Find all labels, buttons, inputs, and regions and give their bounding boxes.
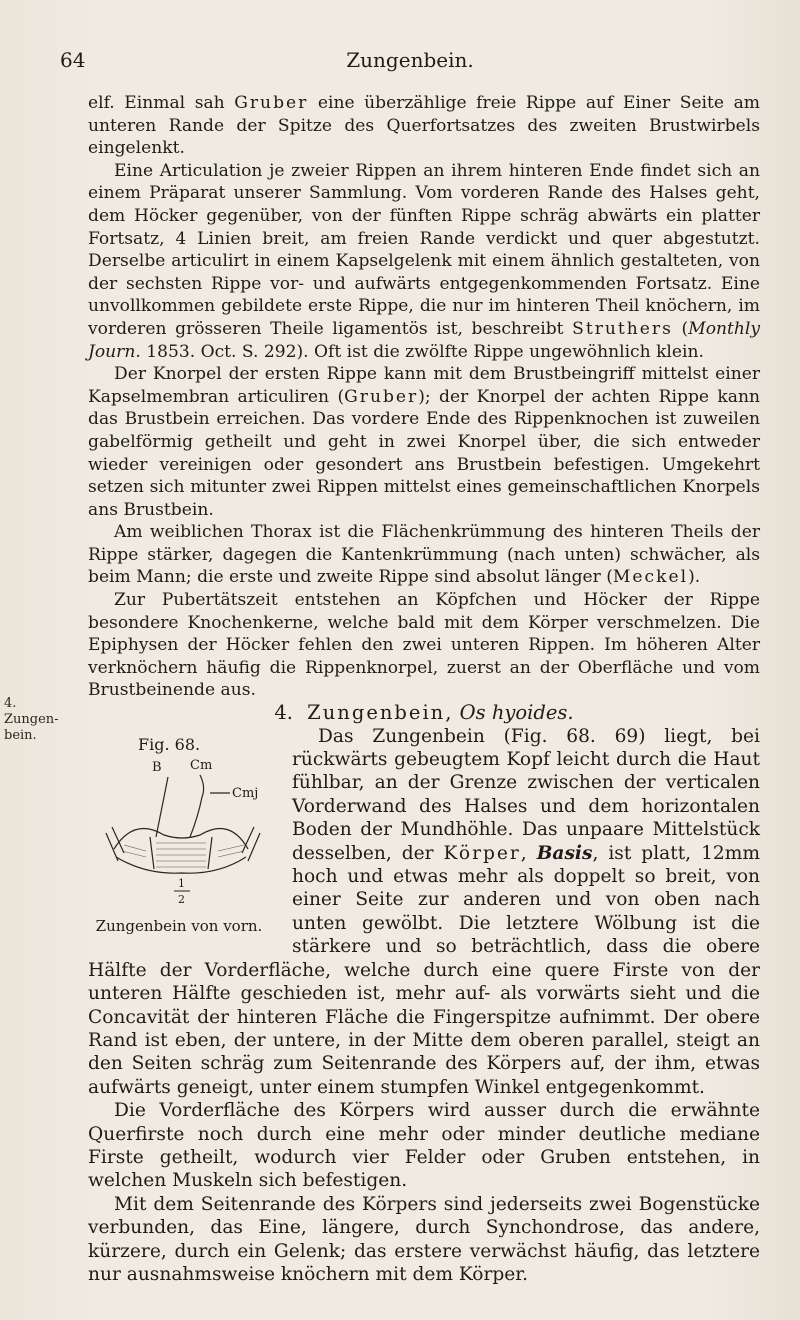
body-paragraph: elf. Einmal sah Gruber eine überzählige freie Rippe auf Einer Seite am unteren Rande der Spitze des Querfortsatzes des zweiten Brustwirbels eingelenkt. [88, 93, 760, 159]
section-paragraph: Die Vorderfläche des Körpers wird ausser durch die erwähnte Querfirste noch durch eine mehr oder minder deutliche mediane Firste getheilt, wodurch vier Felder oder Gruben entstehen, in welchen Muskeln sich befestigen. [88, 1100, 760, 1192]
figure-caption: Zungenbein von vorn. [95, 917, 263, 936]
section-body [88, 725, 760, 1287]
figure-letter-cmj: Cmj [232, 785, 259, 801]
body-paragraph: Eine Articulation je zweier Rippen an ihrem hinteren Ende findet sich an einem Präparat unserer Sammlung. Vom vorderen Rande des Halses geht, dem Höcker gegenüber, von der fünften Rippe schräg abwärts ein platter Fortsatz, 4 Linien breit, am freien Rande verdickt und quer abgestutzt. Derselbe articulirt in einem Kapselgelenk mit einem ähnlich gestalteten, von der sechsten Rippe vor- und aufwärts entgegenkommenden Fortsatz. Eine unvollkommen gebildete erste Rippe, die nur im hinteren Theil knöchern, im vorderen grösseren Theile ligamentös ist, beschreibt Struthers (Monthly Journ. 1853. Oct. S. 292). Oft ist die zwölfte Rippe ungewöhnlich klein. [88, 160, 760, 362]
italic-citation: Monthly Journ. [88, 318, 760, 362]
hyoid-bone-drawing [94, 757, 270, 907]
figure-label: Fig. 68. [138, 734, 201, 754]
scale-denominator: 2 [178, 892, 185, 906]
section-number: 4. [274, 701, 293, 725]
section-heading [88, 702, 760, 725]
running-head: Zungenbein. [346, 48, 474, 72]
section-paragraph: Das Zungenbein (Fig. 68. 69) liegt, bei rückwärts gebeugtem Kopf leicht durch die Haut fühlbar, an der Grenze zwischen der verticalen Vorderwand des Halses und dem horizontalen Boden der Mundhöhle. Das unpaare Mittelstück desselben, der Körper, Basis, ist platt, 12mm hoch und etwas mehr als doppelt so breit, von einer Seite zur anderen und von oben nach unten gewölbt. Die letztere Wölbung ist die stärkere und so beträchtlich, dass die obere Hälfte der Vorderfläche, welche durch eine quere Firste von der unteren Hälfte geschieden ist, mehr auf- als vorwärts sieht und die Concavität der hinteren Fläche die Fingerspitze aufnimmt. Der obere Rand ist eben, der untere, in der Mitte dem oberen parallel, steigt an den Seiten schräg zum Seitenrande des Körpers auf, der ihm, etwas aufwärts geneigt, unter einem stumpfen Winkel entgegenkommt. [88, 725, 760, 1098]
bold-term: Basis [536, 842, 593, 864]
figure-letter-b: B [152, 759, 162, 775]
page-number: 64 [60, 48, 86, 72]
page-header [60, 48, 760, 78]
body-text [88, 92, 760, 1286]
figure-letter-cm: Cm [190, 757, 213, 773]
margin-note: 4. Zungen- bein. [4, 696, 59, 743]
scale-numerator: 1 [178, 876, 185, 890]
spaced-name: Körper [443, 842, 521, 864]
figure-68 [88, 727, 278, 939]
paragraphs-before [88, 92, 760, 702]
spaced-name: Meckel [612, 567, 689, 588]
section-latin-title: Os hyoides. [459, 701, 574, 725]
spaced-name: Gruber [344, 386, 419, 407]
section-paragraph: Mit dem Seitenrande des Körpers sind jederseits zwei Bogenstücke verbunden, das Eine, längere, durch Synchondrose, das andere, kürzere, durch ein Gelenk; das erstere verwächst häufig, das letztere nur ausnahmsweise knöchern mit dem Körper. [88, 1193, 760, 1285]
body-paragraph: Am weiblichen Thorax ist die Flächenkrümmung des hinteren Theils der Rippe stärker, dagegen die Kantenkrümmung (nach unten) schwächer, als beim Mann; die erste und zweite Rippe sind absolut länger (Meckel). [88, 522, 760, 588]
spaced-name: Gruber [234, 93, 309, 113]
section-title: Zungenbein, [307, 701, 454, 725]
spaced-name: Struthers [572, 318, 673, 339]
body-paragraph: Zur Pubertätszeit entstehen an Köpfchen und Höcker der Rippe besondere Knochenkerne, welche bald mit dem Körper verschmelzen. Die Epiphysen der Höcker fehlen den zwei unteren Rippen. Im höheren Alter verknöchern häufig die Rippenknorpel, zuerst an der Oberfläche und vom Brustbeinende aus. [88, 590, 760, 701]
body-paragraph: Der Knorpel der ersten Rippe kann mit dem Brustbeingriff mittelst einer Kapselmembran articuliren (Gruber); der Knorpel der achten Rippe kann das Brustbein erreichen. Das vordere Ende des Rippenknochen ist zuweilen gabelförmig getheilt und geht in zwei Knorpel über, die sich entweder wieder vereinigen oder gesondert ans Brustbein befestigen. Umgekehrt setzen sich mitunter zwei Rippen mittelst eines gemeinschaftlichen Knorpels ans Brustbein. [88, 364, 761, 520]
